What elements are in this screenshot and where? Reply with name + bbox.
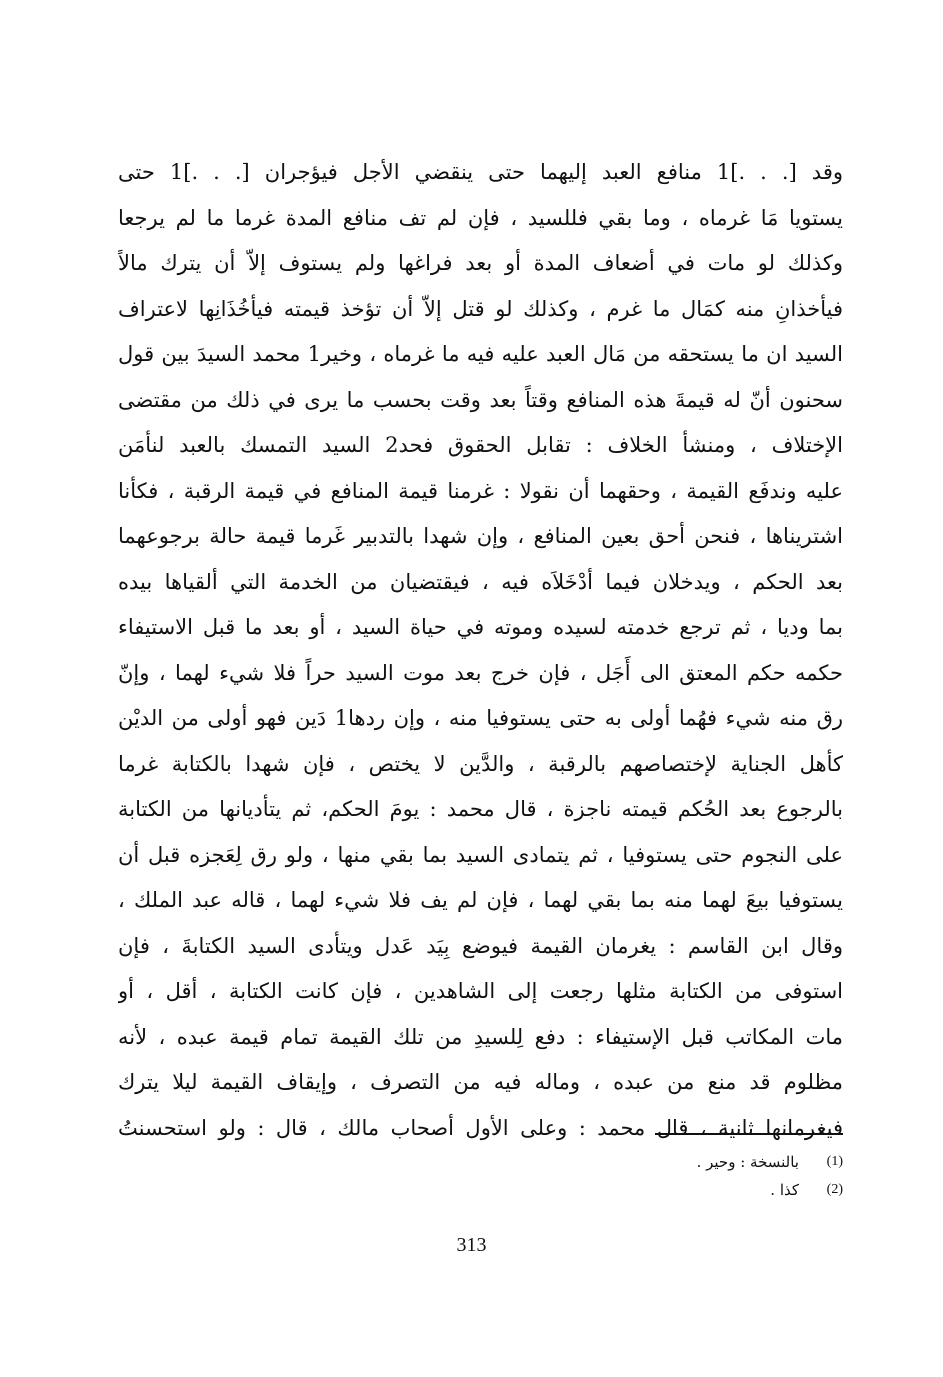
footnote-2: [500, 1176, 843, 1204]
footnote-text: بالنسخة : وحير .: [696, 1153, 799, 1171]
footnote-number: (1): [826, 1154, 843, 1169]
text-line-14: كأهل الجناية لإختصاصهم بالرقبة ، والدَّين لا يختص ، فإن شهدا بالكتابة غرما: [118, 751, 843, 776]
text-line-15: بالرجوع بعد الحُكم قيمته ناجزة ، قال محمد : يومَ الحكم، ثم يتأديانها من الكتابة: [118, 797, 843, 821]
footnote-text: كذا .: [770, 1181, 799, 1199]
text-line-16: على النجوم حتى يستوفيا ، ثم يتمادى السيد بما بقي منها ، ولو رق لِعَجزه قبل أن: [118, 842, 843, 867]
footnote-separator: [655, 1133, 843, 1135]
text-line-21: مظلوم قد منع من عبده ، وماله فيه من التصرف ، وإيقاف القيمة ليلا يترك: [118, 1070, 843, 1094]
text-line-18: وقال ابن القاسم : يغرمان القيمة فيوضع بِيَد عَدل ويتأدى السيد الكتابةَ ، فإن: [118, 933, 843, 958]
text-line-7: الإختلاف ، ومنشأ الخلاف : تقابل الحقوق فحد2 السيد التمسك بالعبد لنأمَن: [118, 433, 843, 457]
page-number: 313: [456, 1234, 487, 1256]
main-text-block: [118, 150, 843, 1151]
text-line-13: رق منه شيء فهُما أولى به حتى يستوفيا منه ، وإن ردها1 دَين فهو أولى من الديْن: [118, 706, 843, 730]
footnote-number: (2): [826, 1182, 843, 1197]
footnotes: [500, 1148, 843, 1204]
text-line-8: عليه وندفَع القيمة ، وحقهما أن نقولا : غرمنا قيمة المنافع في قيمة الرقبة ، فكأنا: [118, 478, 843, 503]
text-line-9: اشتريناها ، فنحن أحق بعين المنافع ، وإن شهدا بالتدبير غَرما قيمة حالة برجوعهما: [118, 524, 843, 548]
text-line-10: بعد الحكم ، ويدخلان فيما أدْخَلاَه فيه ، فيقتضيان من الخدمة التي ألقياها بيده: [118, 569, 843, 594]
text-line-5: السيد ان ما يستحقه من مَال العبد عليه فيه ما غرماه ، وخير1 محمد السيدَ بين قول: [118, 342, 843, 366]
text-line-1: وقد [. . .]1 منافع العبد إليهما حتى ينقضي الأجل فيؤجران [. . .]1 حتى: [118, 160, 843, 184]
text-line-20: مات المكاتب قبل الإستيفاء : دفع لِلسيدِ من تلك القيمة تمام قيمة عبده ، لأنه: [118, 1024, 843, 1049]
text-line-17: يستوفيا بيعَ لهما منه بما بقي لهما ، فإن لم يف فلا شيء لهما ، قاله عبد الملك ،: [118, 888, 843, 912]
footnote-1: [500, 1148, 843, 1176]
text-line-2: يستويا مَا غرماه ، وما بقي فللسيد ، فإن لم تف منافع المدة غرما ما لم يرجعا: [118, 205, 843, 230]
text-line-3: وكذلك لو مات في أضعاف المدة أو بعد فراغها ولم يستوف إلاّ أن يترك مالاً: [118, 251, 843, 275]
text-line-6: سحنون أنّ له قيمةَ هذه المنافع وقتاً بعد وقت بحسب ما يرى في ذلك من مقتضى: [118, 387, 843, 412]
text-line-19: استوفى من الكتابة مثلها رجعت إلى الشاهدين ، فإن كانت الكتابة ، أقل ، أو: [118, 979, 843, 1003]
text-line-11: بما وديا ، ثم ترجع خدمته لسيده وموته في حياة السيد ، أو بعد ما قبل الاستيفاء: [118, 615, 843, 639]
text-line-22: فيغرمانها ثانية ، قال محمد : وعلى الأول أصحاب مالك ، قال : ولو استحسنتُ: [118, 1115, 843, 1140]
text-line-12: حكمه حكم المعتق الى أَجَل ، فإن خرج بعد موت السيد حراً فلا شيء لهما ، وإنّ: [118, 660, 843, 685]
text-line-4: فيأخذانِ منه كمَال ما غرم ، وكذلك لو قتل إلاّ أن تؤخذ قيمته فيأخُذَانِها لاعتراف: [118, 296, 843, 321]
